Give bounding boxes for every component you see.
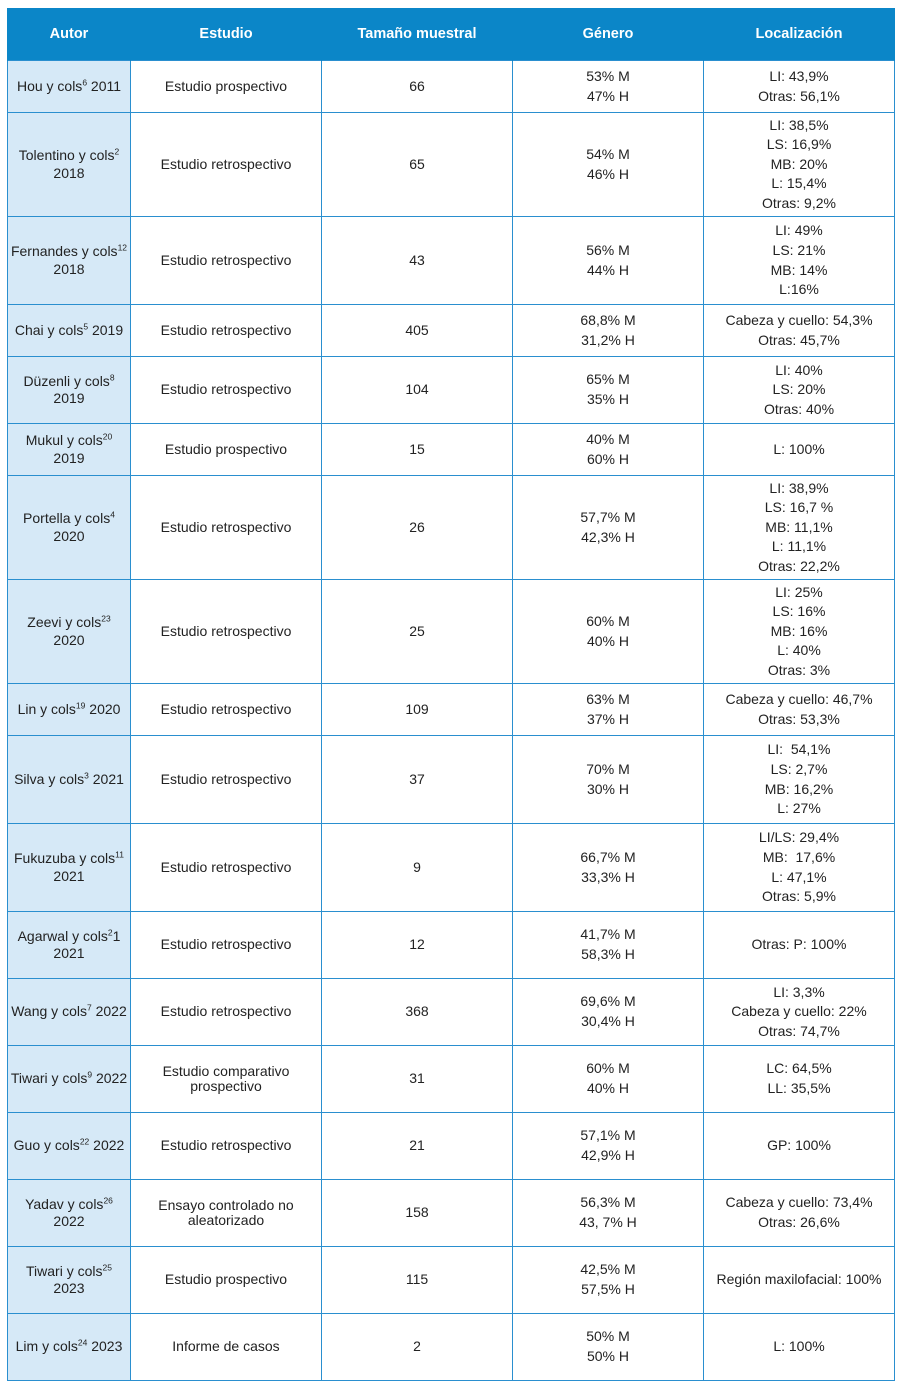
- study-type: Estudio retrospectivo: [160, 321, 292, 338]
- study-cell: [131, 357, 322, 424]
- author-year: 2018: [53, 164, 85, 181]
- study-type: Estudio comparativo: [162, 1062, 290, 1079]
- location-cell: [704, 476, 895, 580]
- location-value: LS: 20%: [772, 381, 826, 398]
- location-value: LI: 49%: [775, 222, 823, 239]
- study-type: Estudio retrospectivo: [160, 936, 292, 953]
- gender-cell: [513, 217, 704, 305]
- gender-value: 66,7% M: [580, 848, 636, 865]
- location-cell: [704, 912, 895, 979]
- study-type: prospectivo: [190, 1078, 262, 1094]
- reference-number: 11: [115, 849, 124, 860]
- author-cell: [8, 113, 131, 217]
- gender-value: 41,7% M: [580, 926, 636, 943]
- gender-value: 42,9% H: [581, 1147, 635, 1163]
- sample-size-cell: 31: [322, 1046, 513, 1113]
- table-row: [8, 61, 895, 113]
- author-cell: [8, 424, 131, 476]
- gender-value: 30% H: [586, 780, 630, 797]
- location-cell: [704, 113, 895, 217]
- gender-value: 53% M: [586, 67, 630, 84]
- study-cell: [131, 305, 322, 357]
- table-row: [8, 580, 895, 684]
- location-value: LS: 21%: [772, 241, 826, 258]
- gender-value: 56% M: [586, 241, 630, 258]
- location-value: Otras: 53,3%: [758, 710, 840, 727]
- location-value: LS: 2,7%: [770, 760, 828, 777]
- gender-cell: [513, 424, 704, 476]
- gender-value: 43, 7% H: [579, 1214, 637, 1230]
- author-name: [10, 1070, 128, 1088]
- author-year: 2020: [53, 527, 85, 544]
- reference-number: 2: [107, 926, 113, 937]
- sample-size-cell: 104: [322, 357, 513, 424]
- location-value: LS: 16,7 %: [764, 499, 834, 516]
- location-value: MB: 16%: [770, 622, 828, 639]
- sample-size-cell: 405: [322, 305, 513, 357]
- location-value: GP: 100%: [767, 1137, 831, 1154]
- author-cell: [8, 357, 131, 424]
- study-cell: [131, 1046, 322, 1113]
- gender-cell: [513, 1046, 704, 1113]
- location-value: Otras: 3%: [767, 661, 831, 678]
- gender-value: 58,3% H: [581, 946, 635, 962]
- author-name: [10, 1137, 128, 1155]
- gender-value: 70% M: [586, 760, 630, 777]
- sample-size-cell: 9: [322, 824, 513, 912]
- reference-number: 12: [117, 242, 128, 253]
- location-value: Otras: 40%: [763, 400, 835, 417]
- study-cell: [131, 912, 322, 979]
- reference-number: 19: [75, 700, 86, 711]
- gender-cell: [513, 912, 704, 979]
- location-value: Cabeza y cuello: 73,4%: [725, 1194, 873, 1211]
- sample-size-cell: 21: [322, 1113, 513, 1180]
- location-cell: [704, 824, 895, 912]
- study-type: aleatorizado: [187, 1212, 265, 1228]
- author-cell: [8, 684, 131, 736]
- gender-value: 65% M: [586, 371, 630, 388]
- location-cell: [704, 305, 895, 357]
- gender-cell: [513, 113, 704, 217]
- gender-value: 69,6% M: [580, 993, 636, 1010]
- location-value: L: 100%: [773, 440, 825, 457]
- reference-number: 24: [77, 1337, 88, 1348]
- study-cell: [131, 979, 322, 1046]
- author-cell: [8, 1247, 131, 1314]
- reference-number: 4: [110, 509, 115, 520]
- header-localizacion: Localización: [704, 8, 895, 61]
- location-value: Cabeza y cuello: 22%: [731, 1003, 867, 1020]
- reference-number: 6: [82, 77, 88, 88]
- author-name-text: Mukul y cols: [25, 432, 103, 448]
- author-name-text: Tolentino y cols: [18, 147, 115, 163]
- reference-number: 8: [109, 371, 115, 382]
- author-name-text: Tiwari y cols: [26, 1262, 103, 1279]
- location-cell: [704, 1113, 895, 1180]
- gender-cell: [513, 476, 704, 580]
- location-value: Otras: 26,6%: [758, 1214, 840, 1230]
- author-cell: [8, 1113, 131, 1180]
- gender-value: 57,1% M: [580, 1127, 636, 1144]
- location-cell: [704, 61, 895, 113]
- location-value: Otras: 45,7%: [758, 331, 840, 348]
- author-suffix: 2022: [91, 1003, 127, 1020]
- author-name: [10, 1196, 128, 1214]
- table-row: [8, 1113, 895, 1180]
- gender-cell: [513, 1180, 704, 1247]
- author-name-text: Zeevi y cols: [27, 614, 102, 630]
- author-name-text: Chai y cols: [14, 321, 84, 338]
- author-year: 2018: [53, 260, 85, 277]
- table-row: [8, 217, 895, 305]
- author-year: 2019: [53, 449, 85, 466]
- table-row: [8, 684, 895, 736]
- author-cell: [8, 580, 131, 684]
- sample-size-cell: 158: [322, 1180, 513, 1247]
- gender-cell: [513, 357, 704, 424]
- header-tamano-muestral: Tamaño muestral: [322, 8, 513, 61]
- author-cell: [8, 912, 131, 979]
- location-value: MB: 11,1%: [765, 518, 833, 535]
- study-type: Estudio retrospectivo: [160, 381, 292, 398]
- location-value: L:16%: [779, 281, 819, 298]
- gender-value: 46% H: [586, 165, 630, 182]
- author-year: 2021: [53, 945, 85, 961]
- study-cell: [131, 476, 322, 580]
- gender-cell: [513, 61, 704, 113]
- study-type: Estudio retrospectivo: [160, 858, 292, 875]
- table-row: [8, 736, 895, 824]
- gender-value: 60% M: [586, 612, 630, 629]
- gender-value: 37% H: [586, 710, 630, 727]
- gender-value: 60% H: [586, 450, 630, 467]
- study-type: Informe de casos: [172, 1338, 280, 1355]
- header-row: [8, 8, 895, 61]
- reference-number: 26: [103, 1194, 113, 1205]
- author-year: 2019: [53, 390, 85, 406]
- author-name: [10, 373, 128, 391]
- gender-cell: [513, 305, 704, 357]
- location-cell: [704, 736, 895, 824]
- study-cell: [131, 61, 322, 113]
- gender-value: 68,8% M: [580, 311, 636, 328]
- author-name-text: Düzenli y cols: [23, 372, 110, 389]
- gender-cell: [513, 824, 704, 912]
- location-value: Otras: 56,1%: [758, 87, 840, 104]
- location-value: LL: 35,5%: [767, 1080, 831, 1096]
- reference-number: 3: [84, 770, 89, 781]
- studies-table: [7, 8, 895, 1381]
- study-type: Estudio retrospectivo: [160, 518, 292, 535]
- sample-size-cell: 15: [322, 424, 513, 476]
- table-body: [8, 61, 895, 1381]
- header-autor: Autor: [8, 8, 131, 61]
- gender-value: 57,7% M: [580, 508, 636, 525]
- gender-value: 63% M: [586, 690, 630, 707]
- table-row: [8, 1247, 895, 1314]
- location-value: MB: 20%: [770, 155, 828, 172]
- location-value: L: 47,1%: [771, 868, 827, 885]
- study-type: Estudio retrospectivo: [160, 251, 292, 268]
- location-cell: [704, 1247, 895, 1314]
- header-estudio: Estudio: [131, 8, 322, 61]
- location-value: LS: 16,9%: [766, 136, 832, 153]
- author-name-text: Agarwal y cols: [17, 927, 108, 944]
- author-name: [10, 510, 128, 528]
- location-cell: [704, 424, 895, 476]
- location-value: L: 11,1%: [771, 538, 827, 555]
- gender-value: 40% H: [586, 1080, 630, 1096]
- gender-value: 33,3% H: [581, 868, 635, 885]
- author-cell: [8, 1314, 131, 1381]
- author-year: 2020: [53, 631, 85, 648]
- gender-cell: [513, 736, 704, 824]
- table-row: [8, 113, 895, 217]
- study-cell: [131, 1180, 322, 1247]
- author-name-text: Silva y cols: [14, 770, 85, 787]
- location-value: LS: 16%: [772, 603, 826, 620]
- author-cell: [8, 61, 131, 113]
- reference-number: 2: [114, 146, 120, 157]
- author-cell: [8, 736, 131, 824]
- location-value: Cabeza y cuello: 46,7%: [725, 690, 873, 707]
- location-cell: [704, 357, 895, 424]
- author-name: [10, 432, 128, 450]
- gender-value: 47% H: [586, 87, 630, 104]
- gender-value: 57,5% H: [581, 1281, 635, 1297]
- study-type: Estudio prospectivo: [164, 77, 288, 94]
- reference-number: 23: [101, 613, 111, 624]
- study-type: Estudio retrospectivo: [160, 622, 292, 639]
- author-suffix: 1: [112, 927, 121, 944]
- author-cell: [8, 1046, 131, 1113]
- gender-cell: [513, 684, 704, 736]
- study-cell: [131, 1113, 322, 1180]
- study-type: Estudio retrospectivo: [160, 1003, 292, 1020]
- study-type: Estudio retrospectivo: [160, 1137, 292, 1154]
- table-row: [8, 1314, 895, 1381]
- location-value: Otras: P: 100%: [751, 936, 847, 953]
- sample-size-cell: 66: [322, 61, 513, 113]
- sample-size-cell: 25: [322, 580, 513, 684]
- author-suffix: 2020: [85, 700, 121, 717]
- author-name-text: Fernandes y cols: [10, 243, 118, 259]
- location-value: LI: 43,9%: [769, 67, 829, 84]
- author-name: [10, 850, 128, 868]
- author-cell: [8, 476, 131, 580]
- location-value: LI: 3,3%: [773, 983, 825, 1000]
- table-row: [8, 1180, 895, 1247]
- gender-value: 50% M: [586, 1328, 630, 1345]
- gender-cell: [513, 1314, 704, 1381]
- gender-value: 30,4% H: [581, 1013, 635, 1029]
- gender-value: 54% M: [586, 145, 630, 162]
- author-name: [10, 614, 128, 632]
- author-name-text: Tiwari y cols: [10, 1070, 88, 1087]
- location-value: Otras: 9,2%: [762, 194, 836, 211]
- author-cell: [8, 305, 131, 357]
- table-row: [8, 912, 895, 979]
- study-cell: [131, 424, 322, 476]
- sample-size-cell: 26: [322, 476, 513, 580]
- author-name: [10, 322, 128, 340]
- gender-cell: [513, 580, 704, 684]
- author-name: [10, 243, 128, 261]
- sample-size-cell: 12: [322, 912, 513, 979]
- study-cell: [131, 824, 322, 912]
- sample-size-cell: 65: [322, 113, 513, 217]
- gender-cell: [513, 979, 704, 1046]
- table-row: [8, 357, 895, 424]
- location-value: Otras: 5,9%: [762, 888, 836, 905]
- author-name-text: Fukuzuba y cols: [14, 850, 116, 866]
- reference-number: 20: [102, 431, 113, 442]
- location-cell: [704, 684, 895, 736]
- study-type: Estudio prospectivo: [164, 1271, 288, 1288]
- author-name-text: Hou y cols: [16, 77, 83, 94]
- author-name-text: Yadav y cols: [25, 1195, 104, 1212]
- table-row: [8, 979, 895, 1046]
- reference-number: 5: [83, 321, 89, 332]
- location-value: LI: 40%: [775, 361, 823, 378]
- location-value: LI: 38,5%: [769, 116, 829, 133]
- study-type: Estudio retrospectivo: [160, 700, 292, 717]
- location-cell: [704, 217, 895, 305]
- location-value: L: 27%: [777, 800, 821, 817]
- gender-value: 40% H: [586, 632, 630, 649]
- author-cell: [8, 824, 131, 912]
- gender-cell: [513, 1113, 704, 1180]
- author-name: [10, 701, 128, 719]
- author-cell: [8, 1180, 131, 1247]
- location-value: LI/LS: 29,4%: [758, 829, 840, 846]
- gender-value: 50% H: [586, 1348, 630, 1364]
- sample-size-cell: 368: [322, 979, 513, 1046]
- study-cell: [131, 113, 322, 217]
- author-suffix: 2022: [89, 1137, 125, 1154]
- gender-value: 44% H: [586, 261, 630, 278]
- table-row: [8, 476, 895, 580]
- author-name: [10, 78, 128, 96]
- reference-number: 7: [86, 1002, 92, 1013]
- location-value: L: 100%: [773, 1338, 825, 1355]
- author-name-text: Lin y cols: [17, 700, 76, 717]
- study-type: Estudio prospectivo: [164, 440, 288, 457]
- location-cell: [704, 1314, 895, 1381]
- gender-value: 31,2% H: [581, 331, 635, 348]
- author-suffix: 2021: [88, 770, 124, 787]
- author-name: [10, 1003, 128, 1021]
- table-row: [8, 1046, 895, 1113]
- study-cell: [131, 1247, 322, 1314]
- study-cell: [131, 1314, 322, 1381]
- gender-value: 35% H: [586, 391, 630, 407]
- gender-value: 60% M: [586, 1060, 630, 1077]
- location-value: MB: 14%: [770, 261, 828, 278]
- location-cell: [704, 979, 895, 1046]
- sample-size-cell: 37: [322, 736, 513, 824]
- table-row: [8, 824, 895, 912]
- study-cell: [131, 736, 322, 824]
- gender-value: 56,3% M: [580, 1194, 636, 1211]
- location-value: Cabeza y cuello: 54,3%: [725, 311, 873, 328]
- location-cell: [704, 1180, 895, 1247]
- study-cell: [131, 217, 322, 305]
- author-name: [10, 928, 128, 946]
- location-value: LI: 25%: [775, 583, 823, 600]
- table-row: [8, 305, 895, 357]
- author-name: [10, 147, 128, 165]
- gender-value: 42,3% H: [581, 528, 635, 545]
- study-type: Ensayo controlado no: [158, 1196, 294, 1213]
- author-name: [10, 1263, 128, 1281]
- reference-number: 25: [102, 1261, 112, 1272]
- author-name-text: Wang y cols: [11, 1003, 87, 1020]
- gender-value: 40% M: [586, 430, 630, 447]
- study-type: Estudio retrospectivo: [160, 155, 292, 172]
- author-suffix: 2022: [92, 1070, 128, 1087]
- location-value: Otras: 22,2%: [758, 557, 840, 574]
- reference-number: 22: [79, 1136, 90, 1147]
- location-value: MB: 17,6%: [762, 848, 836, 865]
- author-cell: [8, 979, 131, 1046]
- gender-value: 42,5% M: [580, 1261, 636, 1278]
- study-cell: [131, 684, 322, 736]
- table-row: [8, 424, 895, 476]
- location-cell: [704, 1046, 895, 1113]
- author-name-text: Guo y cols: [13, 1137, 80, 1154]
- sample-size-cell: 2: [322, 1314, 513, 1381]
- sample-size-cell: 115: [322, 1247, 513, 1314]
- sample-size-cell: 43: [322, 217, 513, 305]
- location-value: L: 40%: [777, 642, 821, 659]
- author-year: 2021: [53, 867, 85, 884]
- author-name-text: Portella y cols: [23, 510, 111, 526]
- sample-size-cell: 109: [322, 684, 513, 736]
- author-name-text: Lim y cols: [15, 1338, 78, 1355]
- author-name: [10, 771, 128, 789]
- header-genero: Género: [513, 8, 704, 61]
- reference-number: 9: [87, 1069, 93, 1080]
- location-value: MB: 16,2%: [764, 780, 834, 797]
- author-suffix: 2011: [87, 77, 122, 94]
- study-type: Estudio retrospectivo: [160, 770, 292, 787]
- location-value: LI: 54,1%: [767, 741, 831, 758]
- location-value: LI: 38,9%: [769, 479, 829, 496]
- location-value: Otras: 74,7%: [758, 1022, 840, 1039]
- gender-cell: [513, 1247, 704, 1314]
- study-cell: [131, 580, 322, 684]
- author-year: 2022: [53, 1213, 85, 1229]
- location-value: Región maxilofacial: 100%: [716, 1271, 882, 1288]
- author-year: 2023: [53, 1280, 85, 1296]
- location-value: L: 15,4%: [771, 175, 827, 192]
- author-suffix: 2019: [88, 321, 124, 338]
- author-cell: [8, 217, 131, 305]
- location-cell: [704, 580, 895, 684]
- author-name: [10, 1338, 128, 1356]
- author-suffix: 2023: [87, 1338, 123, 1355]
- location-value: LC: 64,5%: [766, 1060, 832, 1077]
